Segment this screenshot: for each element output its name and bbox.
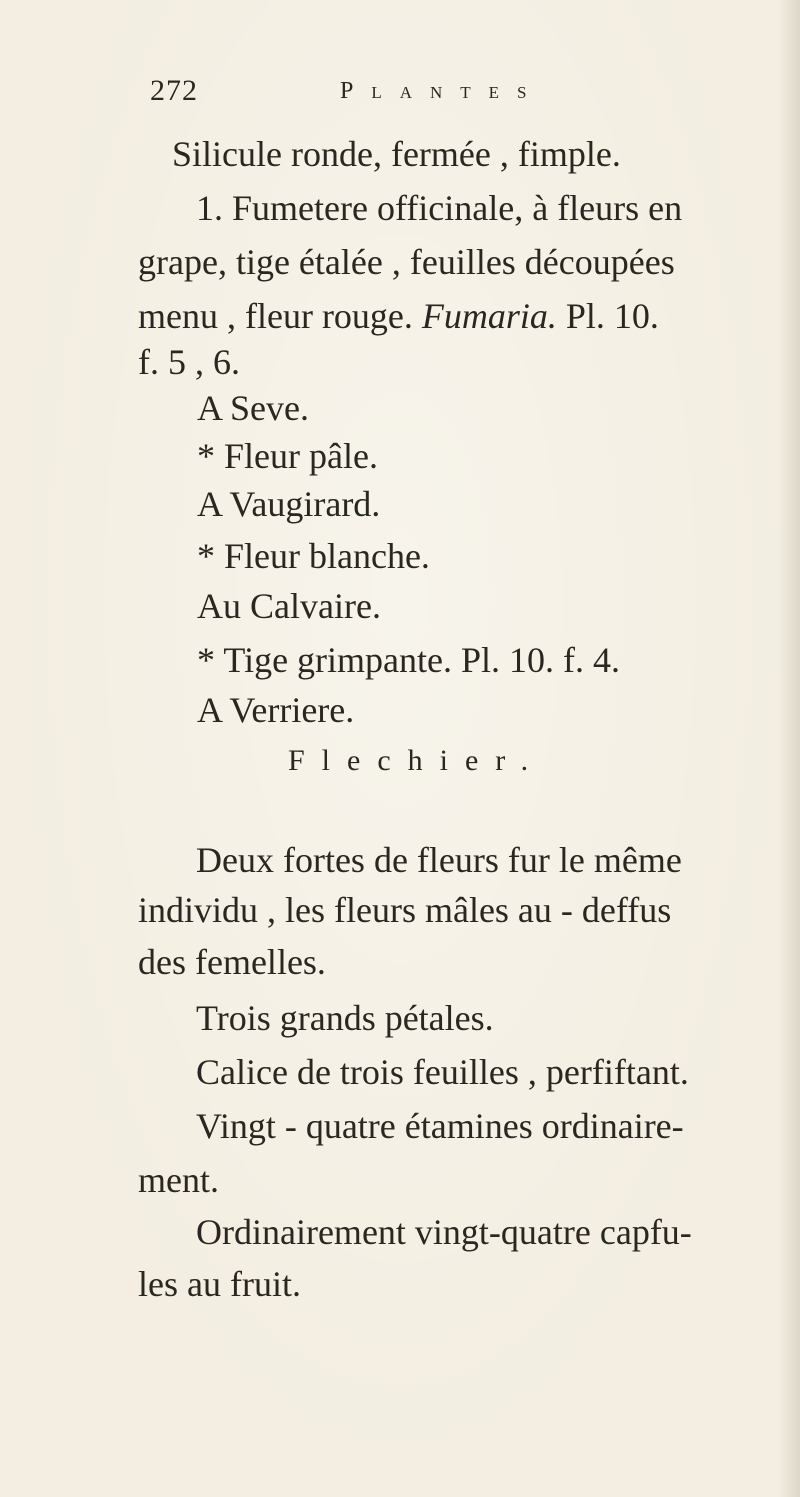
text-line: f. 5 , 6. [138,342,240,382]
variety-note: * Fleur blanche. [197,536,430,576]
text-line: Deux fortes de fleurs fur le même [196,840,682,880]
text-line: grape, tige étalée , feuilles découpées [138,242,675,282]
text-run: menu , fleur rouge. [138,296,413,336]
plate-reference: Pl. 10. [565,296,659,336]
section-title: Plantes [340,78,545,104]
variety-note: * Tige grimpante. Pl. 10. f. 4. [197,640,621,680]
running-head [150,74,670,114]
text-line: individu , les fleurs mâles au - deffus [138,890,672,930]
locality: Au Calvaire. [197,586,381,626]
locality: A Seve. [197,388,309,428]
text-line: Silicule ronde, fermée , fimple. [172,134,621,174]
text-line: 1. Fumetere officinale, à fleurs en [196,188,683,228]
text-line: ment. [138,1160,219,1200]
genus-heading: Flechier. [288,744,546,777]
locality: A Verriere. [197,690,355,730]
latin-name: Fumaria. [421,296,557,336]
text-line: Calice de trois feuilles , perfiftant. [196,1052,689,1092]
page-number: 272 [150,74,198,107]
text-line [138,294,659,338]
text-line: des femelles. [138,942,326,982]
locality: A Vaugirard. [197,484,381,524]
text-line: Trois grands pétales. [196,998,494,1038]
variety-note: * Fleur pâle. [197,436,378,476]
page-edge-shadow [778,0,800,1497]
text-line: Vingt - quatre étamines ordinaire- [196,1106,684,1146]
text-line: Ordinairement vingt-quatre capfu- [196,1212,692,1252]
text-line: les au fruit. [138,1264,301,1304]
